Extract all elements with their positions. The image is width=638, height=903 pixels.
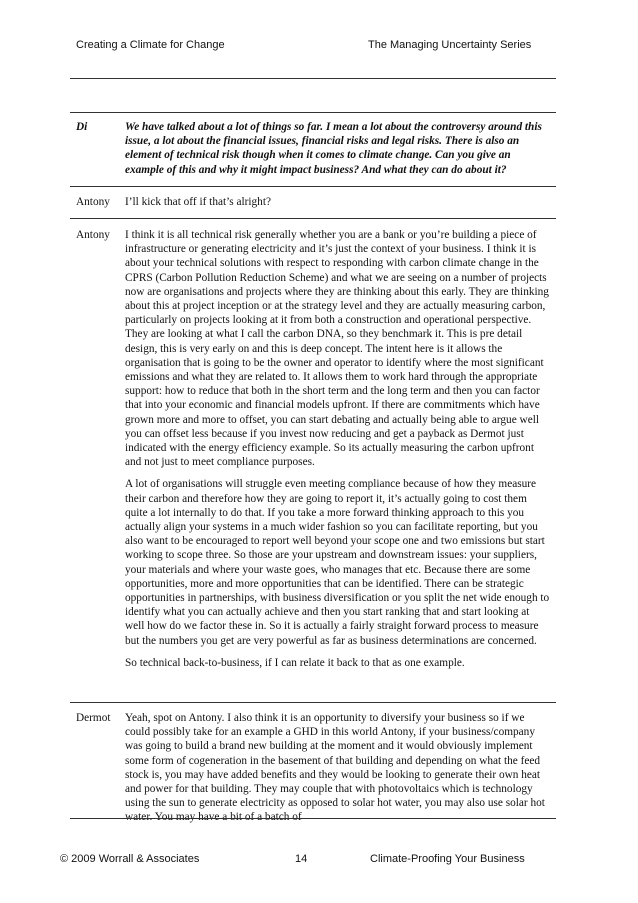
transcript-row-dermot (76, 711, 556, 824)
row-divider (70, 186, 556, 187)
speaker-text (125, 228, 551, 678)
footer-document-title: Climate-Proofing Your Business (370, 853, 525, 865)
table-top-rule (70, 112, 556, 113)
table-bottom-rule (70, 818, 556, 819)
row-divider (70, 702, 556, 703)
speaker-text (125, 711, 551, 833)
footer-page-number: 14 (295, 853, 308, 865)
header-series-name: The Managing Uncertainty Series (368, 39, 532, 51)
page-header (76, 38, 536, 54)
speaker-name: Di (76, 121, 88, 133)
header-series-title: Creating a Climate for Change (76, 39, 225, 51)
speaker-text (125, 120, 551, 185)
speaker-name: Antony (76, 196, 110, 208)
paragraph: We have talked about a lot of things so far. I mean a lot about the controversy around this issue, a lot about the financial issues, financial risks and legal risks. There is also an element of technical risk though when it comes to climate change. Can you give an example of this and why it might impact business? And what they can do about it? (125, 121, 542, 176)
paragraph: Yeah, spot on Antony. I also think it is an opportunity to diversify your business so if we could possibly take for an example a GHD in this world Antony, if your business/company was going to build a brand new building at the moment and it would obviously implement some form of cogeneration in the basement of that building and depending on what the feed stock is, you may have added benefits and they would be looking to generate their own heat and power for that building. They may couple that with photovoltaics which is technology using the sun to generate electricity as opposed to solar hot water, you may also use solar hot water. You may have a bit of a batch of (125, 712, 545, 824)
paragraph: So technical back-to-business, if I can relate it back to that as one example. (125, 656, 465, 669)
paragraph: I’ll kick that off if that’s alright? (125, 196, 271, 208)
paragraph: I think it is all technical risk generally whether you are a bank or you’re building a piece of infrastructure or generating electricity and it’s just the context of your business. I think it is about your technical solutions with respect to responding with carbon climate change in the CPRS (Carbon Pollution Reduction Scheme) and what we are seeing on a number of projects now are organisations and projects where they are thinking about this early. They are thinking about this at project inception or at the strategy level and they are actually measuring carbon, particularly on projects looking at it from both a construction and operational perspective. They are looking at what I call the carbon DNA, so they benchmark it. This is pre detail design, this is very early on and this is deep concept. The intent here is it allows the organisation that is going to be the owner and operator to identify where the most significant emissions and what they are related to. It allows them to work hard through the appropriate support: how to reduce that both in the short term and the long term and then you can factor that into your economic and financial models upfront. If there are commitments which have grown more and more to offset, you can start debating and actually being able to argue well you can offset less because if you invest now reducing and get a payback as Dermot just indicated with the energy efficiency example. So its actually measuring the carbon upfront and not just to meet compliance purposes. (125, 229, 549, 469)
speaker-name: Dermot (76, 712, 111, 724)
speaker-name: Antony (76, 229, 110, 241)
page-footer (60, 852, 540, 868)
speaker-text (125, 195, 551, 217)
paragraph: A lot of organisations will struggle even meeting compliance because of how they measure their carbon and therefore how they are going to report it, it’s actually going to cost them quite a lot internally to do that. If you take a more forward thinking approach to this you actually align your systems in a much wider fashion so you can facilitate reporting, but you also want to be encouraged to report well beyond your scope one and two emissions but start working to scope three. So those are your upstream and downstream issues: your suppliers, your materials and where your waste goes, who manages that etc. Because there are some opportunities, more and more opportunities that can be identified. There can be strategic opportunities in partnerships, with business diversification or you split the net wide enough to identify what you can actually achieve and then you start ranking that and start looking at well how do we factor these in. So it is actually a fairly straight forward process to measure but the numbers you get are very powerful as far as business determinations are concerned. (125, 478, 550, 647)
footer-copyright: © 2009 Worrall & Associates (60, 853, 200, 865)
header-rule (70, 78, 556, 79)
row-divider (70, 218, 556, 219)
